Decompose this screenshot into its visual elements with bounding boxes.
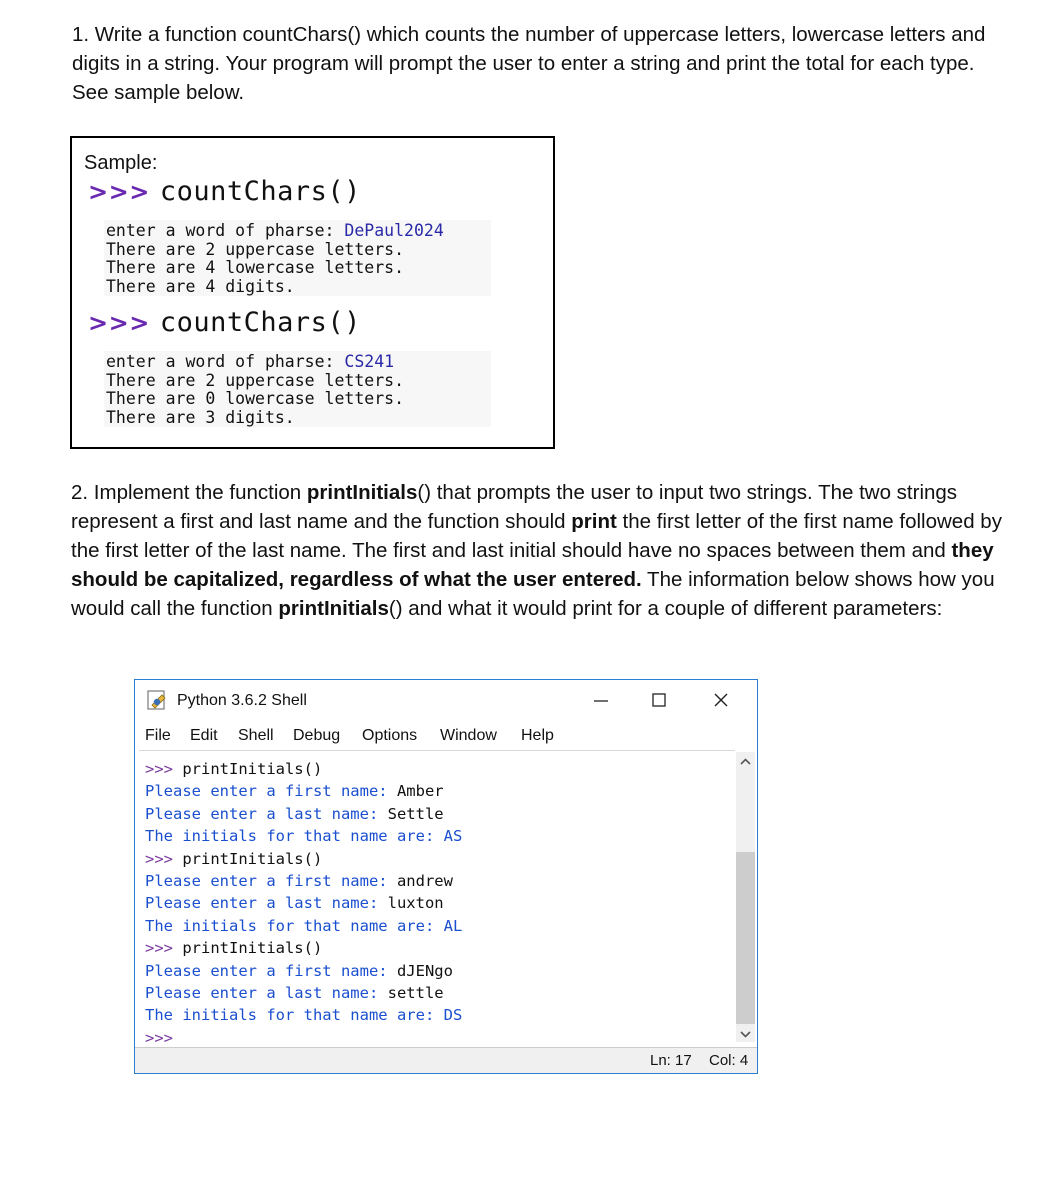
sample-call-2 <box>88 307 361 338</box>
shell-line <box>145 982 730 1004</box>
shell-prompt: >>> <box>145 1028 173 1047</box>
maximize-button[interactable] <box>639 684 679 716</box>
menu-file[interactable]: File <box>145 727 171 744</box>
console-line: There are 4 digits. <box>106 276 295 296</box>
shell-command: printInitials() <box>182 760 323 778</box>
title-bar[interactable] <box>135 680 757 720</box>
shell-prompt: >>> <box>145 760 183 778</box>
console-input-value: DePaul2024 <box>344 221 444 240</box>
shell-line <box>145 937 730 959</box>
console-line: There are 3 digits. <box>106 407 295 427</box>
shell-output-text: The initials for that name are: <box>145 916 444 935</box>
shell-output-text: Please enter a first name: <box>145 872 397 891</box>
menu-edit[interactable]: Edit <box>190 727 218 744</box>
sample-console-2 <box>104 351 491 427</box>
shell-line <box>145 758 730 780</box>
sample-call-text: countChars() <box>159 176 361 207</box>
shell-line <box>145 1004 730 1026</box>
q2-bold: printInitials <box>278 597 389 620</box>
console-line: There are 0 lowercase letters. <box>106 389 405 408</box>
q2-text: () that prompts the user to input two strings. The two strings represent a first and last name and the function should <box>71 481 958 533</box>
sample-call-1 <box>88 176 361 207</box>
shell-result: DS <box>443 1006 463 1025</box>
shell-output-text: Please enter a first name: <box>145 782 397 801</box>
shell-input: dJENgo <box>396 961 453 980</box>
shell-output[interactable] <box>145 758 730 1047</box>
console-input-prompt: enter a word of pharse: <box>106 352 345 371</box>
q2-bold: they should be capitalized, regardless of what the user entered. <box>71 539 994 591</box>
status-line-number: Ln: 17 <box>650 1052 692 1069</box>
scroll-thumb[interactable] <box>736 852 755 1024</box>
shell-line <box>145 1027 730 1049</box>
scroll-down-icon[interactable] <box>736 1026 755 1042</box>
shell-command: printInitials() <box>182 939 323 958</box>
q2-text: The information below shows how you would call the function <box>71 568 995 620</box>
shell-result: AL <box>443 916 463 935</box>
shell-result: AS <box>443 827 463 846</box>
shell-line <box>145 960 730 982</box>
shell-line <box>145 870 730 892</box>
menu-window[interactable]: Window <box>440 727 497 744</box>
shell-input: Settle <box>387 804 444 823</box>
shell-output-text: Please enter a first name: <box>145 961 397 980</box>
shell-line <box>145 803 730 825</box>
status-column-number: Col: 4 <box>709 1052 749 1069</box>
menu-debug[interactable]: Debug <box>293 727 341 744</box>
window-title: Python 3.6.2 Shell <box>177 692 307 709</box>
sample-box <box>70 136 555 449</box>
shell-line <box>145 848 730 870</box>
console-input-value: CS241 <box>344 352 395 371</box>
shell-prompt: >>> <box>145 849 183 868</box>
shell-output-text: The initials for that name are: <box>145 827 444 846</box>
shell-output-text: Please enter a last name: <box>145 984 388 1003</box>
shell-input: andrew <box>396 872 453 891</box>
shell-prompt: >>> <box>145 939 183 958</box>
q2-bold: printInitials <box>306 481 418 504</box>
menu-help[interactable]: Help <box>521 727 554 744</box>
sample-call-text: countChars() <box>159 307 361 338</box>
shell-line <box>145 825 730 847</box>
scroll-up-icon[interactable] <box>736 754 755 770</box>
menu-bar <box>135 724 757 750</box>
console-line: There are 2 uppercase letters. <box>106 370 405 390</box>
shell-line <box>145 892 730 914</box>
q2-text: the first letter of the first name followed by the first letter of the last name. The first and last initial should have no spaces between them and <box>71 510 1002 562</box>
shell-output-text: The initials for that name are: <box>145 1006 444 1025</box>
menu-divider <box>139 750 735 751</box>
python-shell-icon <box>147 689 169 716</box>
status-bar <box>135 1047 757 1073</box>
prompt-chevron: >>> <box>88 309 150 337</box>
q2-text: () and what it would print for a couple of different parameters: <box>388 597 943 620</box>
console-line: There are 4 lowercase letters. <box>106 258 405 277</box>
q2-bold: print <box>571 510 617 533</box>
sample-console-1 <box>104 220 491 296</box>
minimize-button[interactable] <box>581 684 621 716</box>
close-button[interactable] <box>701 684 741 716</box>
shell-input: luxton <box>387 894 444 913</box>
shell-output-text: Please enter a last name: <box>145 804 388 823</box>
prompt-chevron: >>> <box>88 178 150 206</box>
q2-text: 2. Implement the function <box>71 481 307 504</box>
vertical-scrollbar[interactable] <box>736 752 755 1042</box>
shell-input: Amber <box>396 782 444 801</box>
console-line: There are 2 uppercase letters. <box>106 239 405 259</box>
console-input-prompt: enter a word of pharse: <box>106 221 345 240</box>
menu-shell[interactable]: Shell <box>238 727 274 744</box>
shell-output-text: Please enter a last name: <box>145 894 388 913</box>
python-shell-window <box>134 679 758 1074</box>
menu-options[interactable]: Options <box>362 727 418 744</box>
question-2-text <box>71 478 1031 623</box>
sample-label: Sample: <box>84 152 158 174</box>
shell-line <box>145 915 730 937</box>
shell-command: printInitials() <box>182 849 323 868</box>
question-1-text: 1. Write a function countChars() which counts the number of uppercase letters, lowercase letters and digits in a string. Your program will prompt the user to enter a string and print the total for each type. See sample below. <box>72 23 986 104</box>
shell-line <box>145 780 730 802</box>
shell-input: settle <box>387 984 444 1003</box>
